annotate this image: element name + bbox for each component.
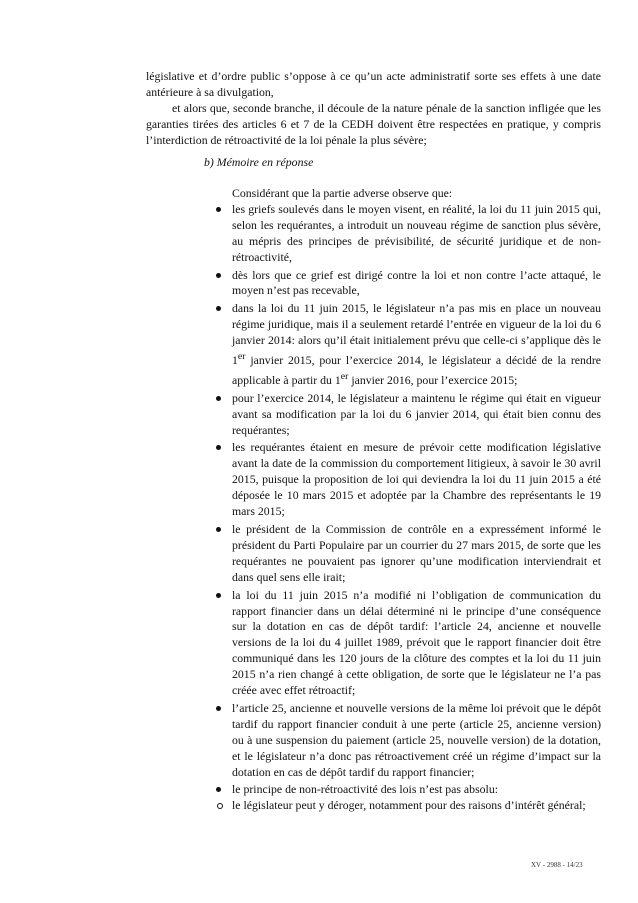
bullet-text: le principe de non-rétroactivité des lois n’est pas absolu:	[232, 782, 499, 797]
intro-line: Considérant que la partie adverse observe que:	[232, 186, 453, 200]
bullet-text-c: janvier 2016, pour l’exercice 2015;	[348, 372, 518, 387]
paragraph-continued: législative et d’ordre public s’oppose à ce qu’un acte administratif sorte ses effets à une date antérieure à sa divulgation,	[146, 69, 601, 99]
bullet-item	[232, 440, 601, 520]
sub-bullet-list	[232, 798, 601, 814]
sub-bullet-item	[232, 798, 601, 814]
body-text	[146, 69, 601, 149]
bullet-item	[232, 268, 601, 300]
bullet-item	[232, 391, 601, 439]
superscript: er	[237, 351, 246, 363]
circle-bullet-icon	[217, 803, 223, 809]
bullet-list	[232, 202, 601, 814]
bullet-item	[232, 588, 601, 699]
response-block	[232, 186, 601, 816]
bullet-text: la loi du 11 juin 2015 n’a modifié ni l’obligation de communication du rapport financier dans un délai déterminé ni le principe d’une conséquence sur la dotation en cas de dépôt tardif: l’article 24, ancienne et nouvelle versions de la loi du 4 juillet 1989, prévoit que le rapport financier doit être communiqué dans les 120 jours de la clôture des comptes et la loi du 11 juin 2015 n’a rien changé à cette obligation, de sorte que le législateur ne l’a pas créée avec effet rétroactif;	[232, 587, 601, 698]
paragraph-second-branch: et alors que, seconde branche, il découle de la nature pénale de la sanction infligée que les garanties tirées des articles 6 et 7 de la CEDH doivent être respectées en pratique, y compris l’interdiction de rétroactivité de la loi pénale la plus sévère;	[146, 100, 601, 147]
bullet-item	[232, 701, 601, 781]
bullet-icon	[216, 527, 221, 532]
superscript: er	[340, 370, 349, 382]
bullet-text: l’article 25, ancienne et nouvelle versions de la même loi prévoit que le dépôt tardif du rapport financier conduit à une perte (article 25, ancienne version) ou à une suspension du paiement (article 25, nouvelle version) de la dotation, et le législateur n’a donc pas rétroactivement créé un régime d’impact sur la dotation en cas de dépôt tardif du rapport financier;	[232, 700, 601, 779]
bullet-item	[232, 782, 601, 814]
bullet-text: le président de la Commission de contrôle en a expressément informé le président du Parti Populaire par un courrier du 27 mars 2015, de sorte que les requérantes ne pouvaient pas ignorer qu’une modification interviendrait et dans quel sens elle irait;	[232, 521, 601, 584]
bullet-text: pour l’exercice 2014, le législateur a maintenu le régime qui était en vigueur avant sa modification par la loi du 6 janvier 2014, qui était bien connu des requérantes;	[232, 390, 601, 437]
bullet-icon	[216, 273, 221, 278]
bullet-item	[232, 301, 601, 388]
bullet-icon	[216, 593, 221, 598]
bullet-text-b: janvier 2015, pour l’exercice 2014, le législateur a décidé de la rendre applicable à partir du 1	[232, 352, 601, 387]
section-heading: b) Mémoire en réponse	[204, 155, 314, 169]
page-footer: XV - 2988 - 14/23	[531, 861, 583, 869]
bullet-icon	[216, 396, 221, 401]
sub-bullet-text: le législateur peut y déroger, notamment pour des raisons d’intérêt général;	[232, 798, 586, 813]
bullet-text-a: dans la loi du 11 juin 2015, le législateur n’a pas mis en place un nouveau régime juridique, mais il a seulement retardé l’entrée en vigueur de la loi du 6 janvier 2014: alors qu’il était initialement prévu que celle-ci s’applique dès le 1	[232, 301, 601, 367]
bullet-item	[232, 202, 601, 266]
bullet-text: les griefs soulevés dans le moyen visent, en réalité, la loi du 11 juin 2015 qui, selon les requérantes, a introduit un nouveau régime de sanction plus sévère, au mépris des principes de prévisibilité, de sécurité juridique et de non-rétroactivité,	[232, 201, 601, 264]
bullet-icon	[216, 787, 221, 792]
bullet-text: dès lors que ce grief est dirigé contre la loi et non contre l’acte attaqué, le moyen n’est pas recevable,	[232, 267, 601, 298]
bullet-icon	[216, 445, 221, 450]
bullet-icon	[216, 306, 221, 311]
bullet-icon	[216, 207, 221, 212]
bullet-icon	[216, 706, 221, 711]
bullet-item	[232, 522, 601, 586]
bullet-text: les requérantes étaient en mesure de prévoir cette modification législative avant la date de la commission du comportement litigieux, à savoir le 30 avril 2015, puisque la proposition de loi qui deviendra la loi du 11 juin 2015 a été déposée le 10 mars 2015 et adoptée par la Chambre des représentants le 19 mars 2015;	[232, 440, 601, 519]
